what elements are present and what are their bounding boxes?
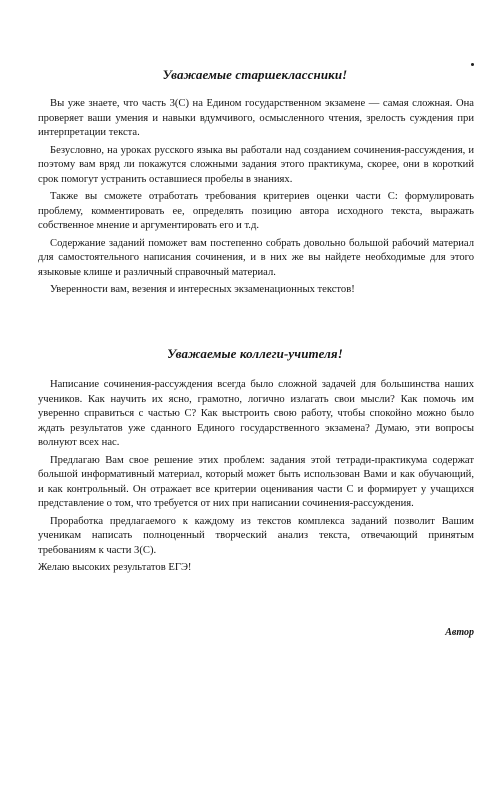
students-paragraph: Уверенности вам, везения и интересных экзаменационных текстов! — [50, 284, 355, 295]
students-paragraph: Содержание заданий поможет вам постепенно собрать довольно большой рабочий материал для самостоятельного написания сочинения, и в них же вы найдете необходимые для этого языковые клише и различный справочный материал. — [38, 237, 474, 278]
students-heading: Уважаемые старшеклассники! — [162, 67, 348, 82]
teachers-closing-line: Желаю высоких результатов ЕГЭ! — [38, 562, 192, 573]
students-section — [38, 97, 474, 301]
students-paragraph: Также вы сможете отработать требования критериев оценки части С: формулировать проблему, комментировать ее, определять позицию автора исходного текста, выражать собственное мнение и аргументировать его и т.д. — [38, 191, 474, 231]
teachers-heading: Уважаемые коллеги-учителя! — [167, 346, 343, 361]
teachers-paragraph: Написание сочинения-рассуждения всегда было сложной задачей для большинства наших учеников. Как научить их ясно, грамотно, логично излагать свои мысли? Как помочь им уверенно справиться с частью С? Как выстроить свою работу, чтобы спокойно можно было ждать результатов уже сданного Единого государственного экзамена? Думаю, эти вопросы волнуют всех нас. — [38, 379, 474, 448]
teachers-section — [38, 378, 474, 579]
author-signature: Автор — [445, 627, 474, 638]
students-paragraph: Вы уже знаете, что часть 3(С) на Едином государственном экзамене — самая сложная. Она проверяет ваши умения и навыки вдумчивого, осмысленного чтения, зрелость суждения при интерпретации текста. — [38, 98, 474, 138]
teachers-paragraph: Предлагаю Вам свое решение этих проблем: задания этой тетради-практикума содержат большой информативный материал, который может быть использован Вами и как обучающий, и как контрольный. Он отражает все критерии оценивания части С и формирует у учащихся представление о том, что требуется от них при написании сочинения-рассуждения. — [38, 454, 474, 509]
print-speck — [471, 63, 474, 66]
teachers-paragraph: Проработка предлагаемого к каждому из текстов комплекса заданий позволит Вашим ученикам написать полноценный творческий анализ текста, отвечающий принятым требованиям к части 3(С). — [38, 515, 474, 556]
students-paragraph: Безусловно, на уроках русского языка вы работали над созданием сочинения-рассуждения, и поэтому вам вряд ли покажутся сложными задания этого практикума, скорее, они в короткий срок помогут устранить оставшиеся пробелы в знаниях. — [38, 144, 474, 185]
